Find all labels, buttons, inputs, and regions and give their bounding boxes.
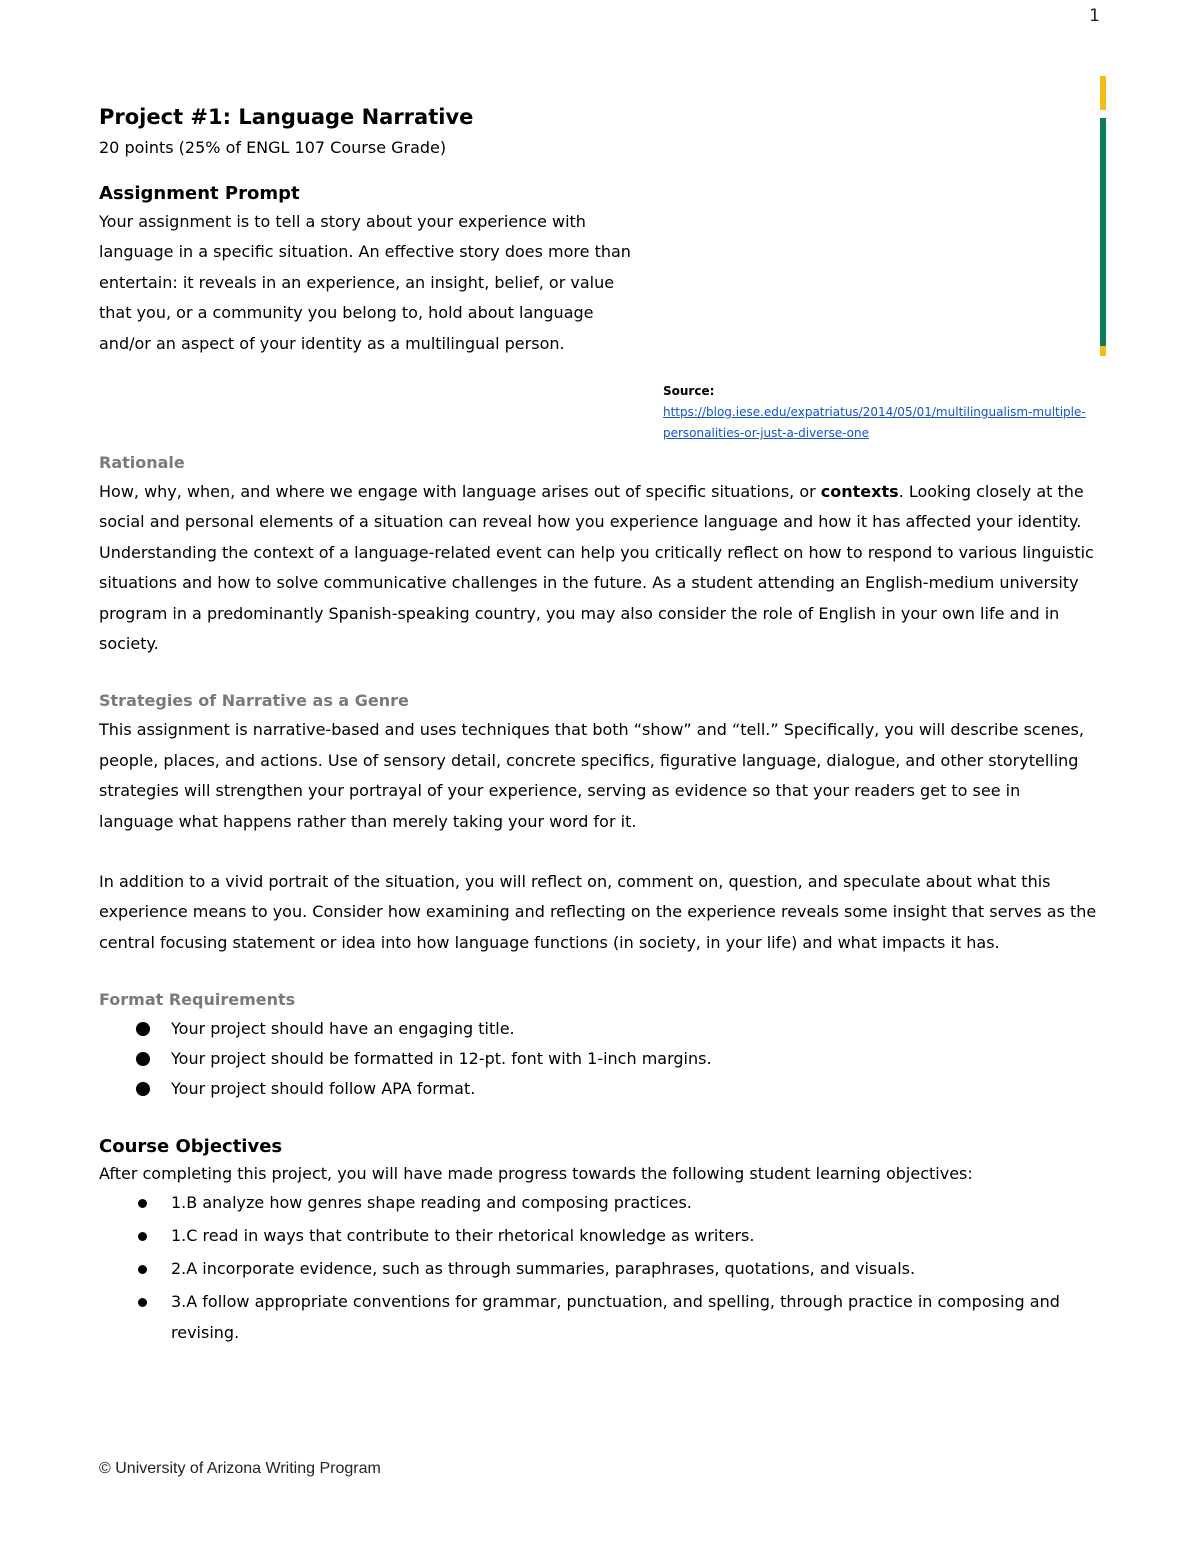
bullet-icon — [138, 1199, 147, 1208]
course-objectives-heading: Course Objectives — [99, 1136, 283, 1158]
list-item — [99, 1254, 1099, 1285]
footer-copyright: © University of Arizona Writing Program — [99, 1460, 381, 1477]
assignment-prompt-text: Your assignment is to tell a story about your experience with language in a specific situation. An effective story does more than entertain: it reveals in an experience, an insight, belief, or value that you, or a community you belong to, hold about language and/or an aspect of your identity as a multilingual person. — [99, 212, 631, 353]
image-source-caption — [663, 381, 1093, 444]
bullet-icon — [138, 1298, 147, 1307]
list-item — [99, 1221, 1099, 1252]
document-content — [99, 102, 1099, 1351]
source-label: Source: — [663, 384, 715, 398]
assignment-prompt-section — [99, 181, 1099, 449]
rationale-heading: Rationale — [99, 453, 185, 472]
rationale-bold-word: contexts — [820, 482, 899, 501]
points-subtitle: 20 points (25% of ENGL 107 Course Grade) — [99, 138, 447, 157]
list-item-text: Your project should have an engaging title. — [171, 1019, 515, 1039]
strategies-heading: Strategies of Narrative as a Genre — [99, 691, 409, 711]
bullet-icon — [136, 1052, 150, 1066]
decorative-bar-yellow — [1100, 76, 1106, 110]
course-objectives-intro: After completing this project, you will have made progress towards the following student learning objectives: — [99, 1164, 973, 1184]
list-item-text: Your project should be formatted in 12-pt. font with 1-inch margins. — [171, 1049, 712, 1069]
course-objectives-list — [99, 1188, 1099, 1348]
list-item-text: 1.B analyze how genres shape reading and composing practices. — [171, 1193, 692, 1213]
rationale-text-start: How, why, when, and where we engage with language arises out of specific situations, or — [99, 482, 821, 501]
list-item — [99, 1287, 1099, 1348]
list-item — [99, 1044, 1099, 1074]
decorative-bar-yellow-bottom — [1100, 346, 1106, 356]
page-number: 1 — [1089, 6, 1100, 26]
bullet-icon — [138, 1265, 147, 1274]
strategies-section — [99, 687, 1099, 958]
rationale-text — [99, 477, 1099, 659]
rationale-text-end: . Looking closely at the social and personal elements of a situation can reveal how you experience language and how it has affected your identity. Understanding the context of a language-related event can help you critically reflect on how to respond to various linguistic situations and how to solve communicative challenges in the future. As a student attending an English-medium university program in a predominantly Spanish-speaking country, you may also consider the role of English in your own life and in society. — [99, 482, 1094, 654]
page-title: Project #1: Language Narrative — [99, 105, 474, 129]
list-item — [99, 1014, 1099, 1044]
assignment-prompt-heading: Assignment Prompt — [99, 183, 300, 204]
list-item-text: 2.A incorporate evidence, such as through summaries, paraphrases, quotations, and visuals. — [171, 1259, 916, 1279]
list-item — [99, 1188, 1099, 1219]
list-item-text: Your project should follow APA format. — [171, 1079, 476, 1099]
bullet-icon — [136, 1022, 150, 1036]
bullet-icon — [136, 1082, 150, 1096]
source-link[interactable]: https://blog.iese.edu/expatriatus/2014/05/01/multilingualism-multiple-personalities-or-just-a-diverse-one — [663, 405, 1086, 440]
format-requirements-list — [99, 1014, 1099, 1104]
format-requirements-section — [99, 986, 1099, 1104]
list-item-text: 1.C read in ways that contribute to their rhetorical knowledge as writers. — [171, 1226, 755, 1246]
rationale-section — [99, 449, 1099, 659]
strategies-paragraph-1: This assignment is narrative-based and uses techniques that both “show” and “tell.” Specifically, you will describe scenes, people, places, and actions. Use of sensory detail, concrete specifics, figurative language, dialogue, and other storytelling strategies will strengthen your portrayal of your experience, serving as evidence so that your readers get to see in language what happens rather than merely taking your word for it. — [99, 720, 1084, 831]
decorative-bar-green — [1100, 118, 1106, 346]
strategies-paragraph-2: In addition to a vivid portrait of the situation, you will reflect on, comment on, question, and speculate about what this experience means to you. Consider how examining and reflecting on the experience reveals some insight that serves as the central focusing statement or idea into how language functions (in society, in your life) and what impacts it has. — [99, 872, 1097, 952]
list-item-text: 3.A follow appropriate conventions for grammar, punctuation, and spelling, through practice in composing and revising. — [171, 1292, 1060, 1342]
bullet-icon — [138, 1232, 147, 1241]
list-item — [99, 1074, 1099, 1104]
format-requirements-heading: Format Requirements — [99, 990, 296, 1010]
course-objectives-section — [99, 1134, 1099, 1348]
